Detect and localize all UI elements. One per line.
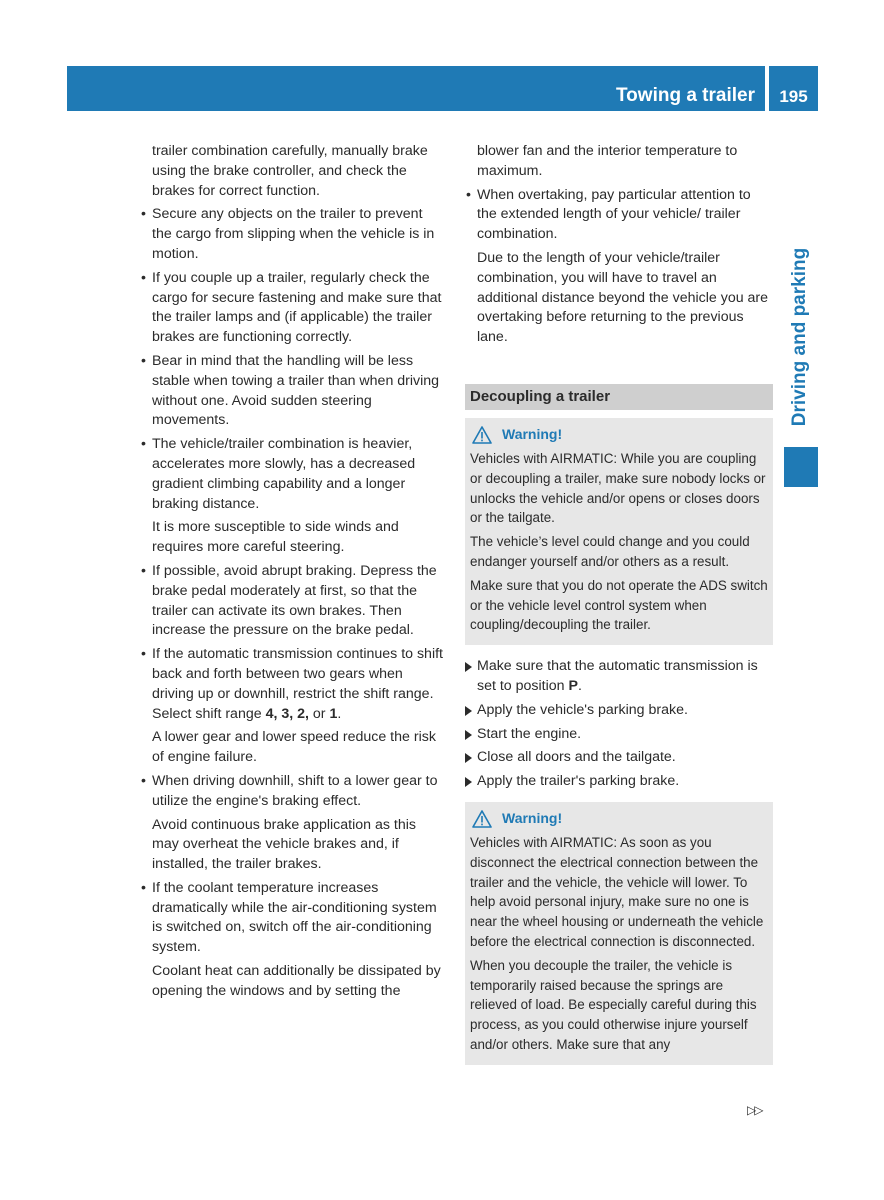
step-close-doors: Close all doors and the tailgate. — [465, 748, 773, 768]
warning-title-text: Warning! — [502, 810, 563, 827]
bullet-heavier-combination: • The vehicle/trailer combination is heavier, accelerates more slowly, has a decreased gradient climbing capability and a longer braking distance. — [140, 435, 446, 514]
warning-title-text: Warning! — [502, 426, 563, 443]
continued-paragraph-right: blower fan and the interior temperature to maximum. — [477, 143, 738, 179]
warning-paragraph: Vehicles with AIRMATIC: While you are coupling or decoupling a trailer, make sure nobody locks or unlocks the vehicle and/or opens or closes doors or the tailgate. — [470, 450, 766, 526]
bullet-driving-downhill: • When driving downhill, shift to a lower gear to utilize the engine's braking effect. — [140, 772, 446, 812]
bullet-overtaking: • When overtaking, pay particular attention to the extended length of your vehicle/ trailer combination. — [465, 186, 773, 245]
continued-on-next-page-icon: ▷▷ — [747, 1103, 762, 1117]
shift-range-last: 1 — [329, 705, 338, 722]
step-trailer-parking-brake: Apply the trailer's parking brake. — [465, 772, 773, 792]
warning-title — [470, 808, 768, 830]
shift-range-or: or — [312, 705, 326, 722]
section-heading-decoupling: Decoupling a trailer — [465, 384, 773, 410]
page-title: Towing a trailer — [615, 85, 755, 106]
bullet-shift-range-note: A lower gear and lower speed reduce the risk of engine failure. — [152, 729, 436, 766]
page-header-bar — [67, 66, 765, 111]
warning-paragraph: Vehicles with AIRMATIC: As soon as you disconnect the electrical connection between the trailer and the vehicle, the vehicle will lower. To help avoid personal injury, make sure no one is near the wheel housing or underneath the vehicle before the electrical connection is disconnected. — [470, 834, 764, 949]
chapter-side-tab-marker — [784, 447, 818, 487]
page-number: 195 — [779, 87, 808, 106]
bullet-coolant-temperature: • If the coolant temperature increases dramatically while the air-conditioning system is switched on, switch off the air-conditioning system. — [140, 879, 446, 958]
step-vehicle-parking-brake: Apply the vehicle's parking brake. — [465, 701, 773, 721]
chapter-side-tab — [780, 232, 820, 442]
page-number-box — [769, 66, 818, 111]
warning-box-airmatic-level — [465, 418, 773, 645]
warning-paragraph: When you decouple the trailer, the vehicle is temporarily raised because the springs are relieved of load. Be especially careful during this process, as you could otherwise injure yourself and/or others. Make sure that any — [470, 957, 757, 1052]
bullet-overtaking-note: Due to the length of your vehicle/trailer combination, you will have to travel an additional distance beyond the vehicle you are overtaking before returning to the previous lane. — [477, 249, 769, 346]
bullet-shift-range — [140, 645, 446, 724]
shift-range-end: . — [337, 705, 342, 722]
warning-box-electrical-connection — [465, 802, 773, 1065]
step-text: Make sure that the automatic transmission is set to position — [477, 658, 758, 694]
left-column — [140, 142, 446, 1006]
bullet-handling: • Bear in mind that the handling will be less stable when towing a trailer than when driving without one. Avoid sudden steering movements. — [140, 352, 446, 431]
bullet-secure-objects: • Secure any objects on the trailer to prevent the cargo from slipping when the vehicle is in motion. — [140, 205, 446, 264]
chapter-side-tab-label: Driving and parking — [789, 247, 810, 427]
right-column — [465, 142, 773, 1065]
warning-paragraph: Make sure that you do not operate the ADS switch or the vehicle level control system when coupling/decoupling the trailer. — [470, 577, 768, 633]
warning-triangle-icon — [472, 426, 492, 444]
step-start-engine: Start the engine. — [465, 725, 773, 745]
shift-range-values: 4, 3, 2, — [265, 705, 309, 722]
warning-paragraph: The vehicle’s level could change and you could endanger yourself and/or others as a result. — [470, 534, 750, 569]
step-set-position-p — [465, 657, 773, 697]
warning-triangle-icon — [472, 810, 492, 828]
shift-range-text: If the automatic transmission continues to shift back and forth between two gears when driving up or downhill, restrict the shift range. Select shift range — [152, 646, 443, 722]
continued-paragraph: trailer combination carefully, manually brake using the brake controller, and check the brakes for correct function. — [152, 143, 428, 199]
bullet-heavier-combination-note: It is more susceptible to side winds and requires more careful steering. — [152, 519, 399, 556]
warning-title — [470, 424, 768, 446]
step-end: . — [577, 677, 582, 694]
bullet-driving-downhill-note: Avoid continuous brake application as this may overheat the vehicle brakes and, if installed, the trailer brakes. — [152, 816, 416, 873]
bullet-coolant-temperature-note: Coolant heat can additionally be dissipated by opening the windows and by setting the — [152, 963, 441, 999]
bullet-abrupt-braking: • If possible, avoid abrupt braking. Depress the brake pedal moderately at first, so that the trailer can activate its own brakes. Then increase the pressure on the brake pedal. — [140, 562, 446, 641]
bullet-check-cargo: • If you couple up a trailer, regularly check the cargo for secure fastening and make sure that the trailer lamps and (if applicable) the trailer brakes are functioning correctly. — [140, 269, 446, 348]
step-position-value: P — [568, 677, 578, 694]
